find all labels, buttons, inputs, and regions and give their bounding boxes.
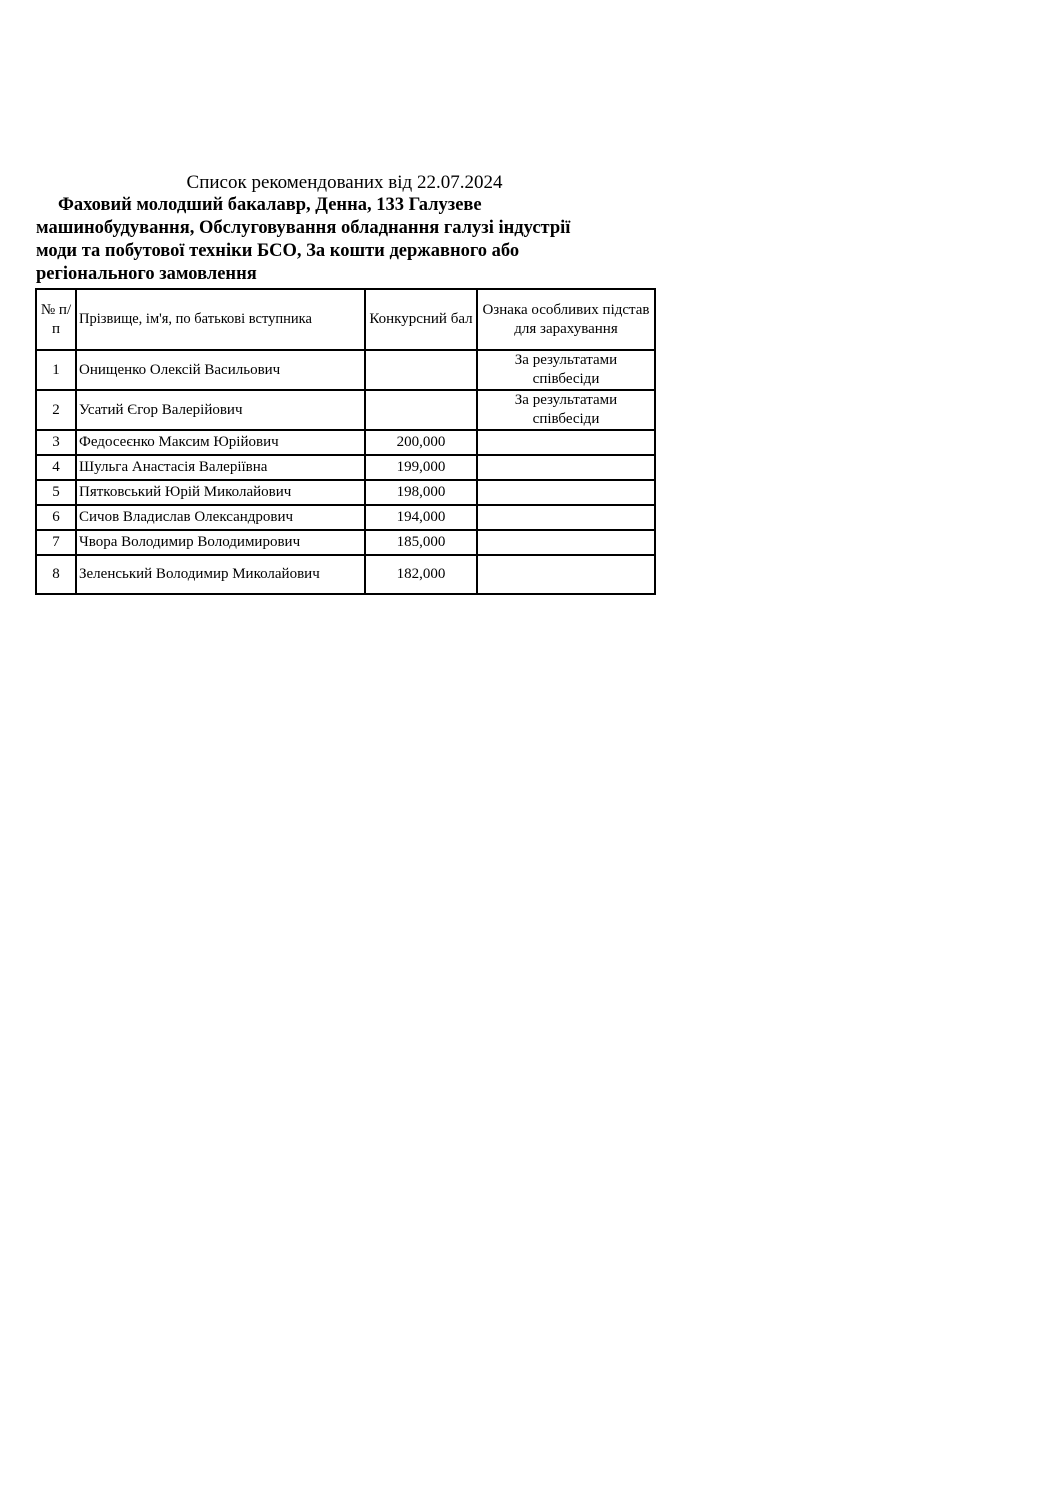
table-row	[36, 530, 655, 555]
row-score: 198,000	[365, 480, 477, 505]
subtitle-line: моди та побутової техніки БСО, За кошти державного або	[36, 241, 520, 261]
row-score: 200,000	[365, 430, 477, 455]
header-num: № п/п	[36, 289, 76, 350]
row-score	[365, 350, 477, 390]
table-row	[36, 505, 655, 530]
row-basis	[477, 505, 655, 530]
row-score	[365, 390, 477, 430]
subtitle-line: Фаховий молодший бакалавр, Денна, 133 Галузеве	[58, 195, 482, 215]
table-row	[36, 430, 655, 455]
header-score: Конкурсний бал	[365, 289, 477, 350]
row-num: 3	[36, 430, 76, 455]
header-basis: Ознака особливих підстав для зарахування	[477, 289, 655, 350]
row-basis	[477, 480, 655, 505]
row-score: 182,000	[365, 555, 477, 594]
row-name: Онищенко Олексій Васильович	[76, 350, 365, 390]
row-name: Зеленський Володимир Миколайович	[76, 555, 365, 594]
row-score: 199,000	[365, 455, 477, 480]
row-basis	[477, 430, 655, 455]
row-num: 2	[36, 390, 76, 430]
row-score: 185,000	[365, 530, 477, 555]
row-name: Пятковський Юрій Миколайович	[76, 480, 365, 505]
document-title: Список рекомендованих від 22.07.2024	[186, 172, 503, 193]
table-header-row	[36, 289, 655, 350]
table-row	[36, 390, 655, 430]
row-num: 4	[36, 455, 76, 480]
row-name: Усатий Єгор Валерійович	[76, 390, 365, 430]
document-subtitle	[36, 194, 666, 286]
subtitle-line: машинобудування, Обслуговування обладнання галузі індустрії	[36, 218, 571, 238]
table-row	[36, 480, 655, 505]
table-row	[36, 455, 655, 480]
row-basis: За результатами співбесіди	[477, 350, 655, 390]
row-num: 1	[36, 350, 76, 390]
row-num: 7	[36, 530, 76, 555]
recommended-list-table	[35, 288, 656, 595]
header-name: Прізвище, ім'я, по батькові вступника	[76, 289, 365, 350]
row-name: Федосеєнко Максим Юрійович	[76, 430, 365, 455]
row-basis: За результатами співбесіди	[477, 390, 655, 430]
row-score: 194,000	[365, 505, 477, 530]
row-name: Чвора Володимир Володимирович	[76, 530, 365, 555]
row-name: Сичов Владислав Олександрович	[76, 505, 365, 530]
row-num: 6	[36, 505, 76, 530]
table-row	[36, 350, 655, 390]
row-num: 8	[36, 555, 76, 594]
row-name: Шульга Анастасія Валеріївна	[76, 455, 365, 480]
table-row	[36, 555, 655, 594]
row-basis	[477, 555, 655, 594]
row-basis	[477, 530, 655, 555]
subtitle-line: регіонального замовлення	[36, 264, 257, 284]
row-basis	[477, 455, 655, 480]
row-num: 5	[36, 480, 76, 505]
